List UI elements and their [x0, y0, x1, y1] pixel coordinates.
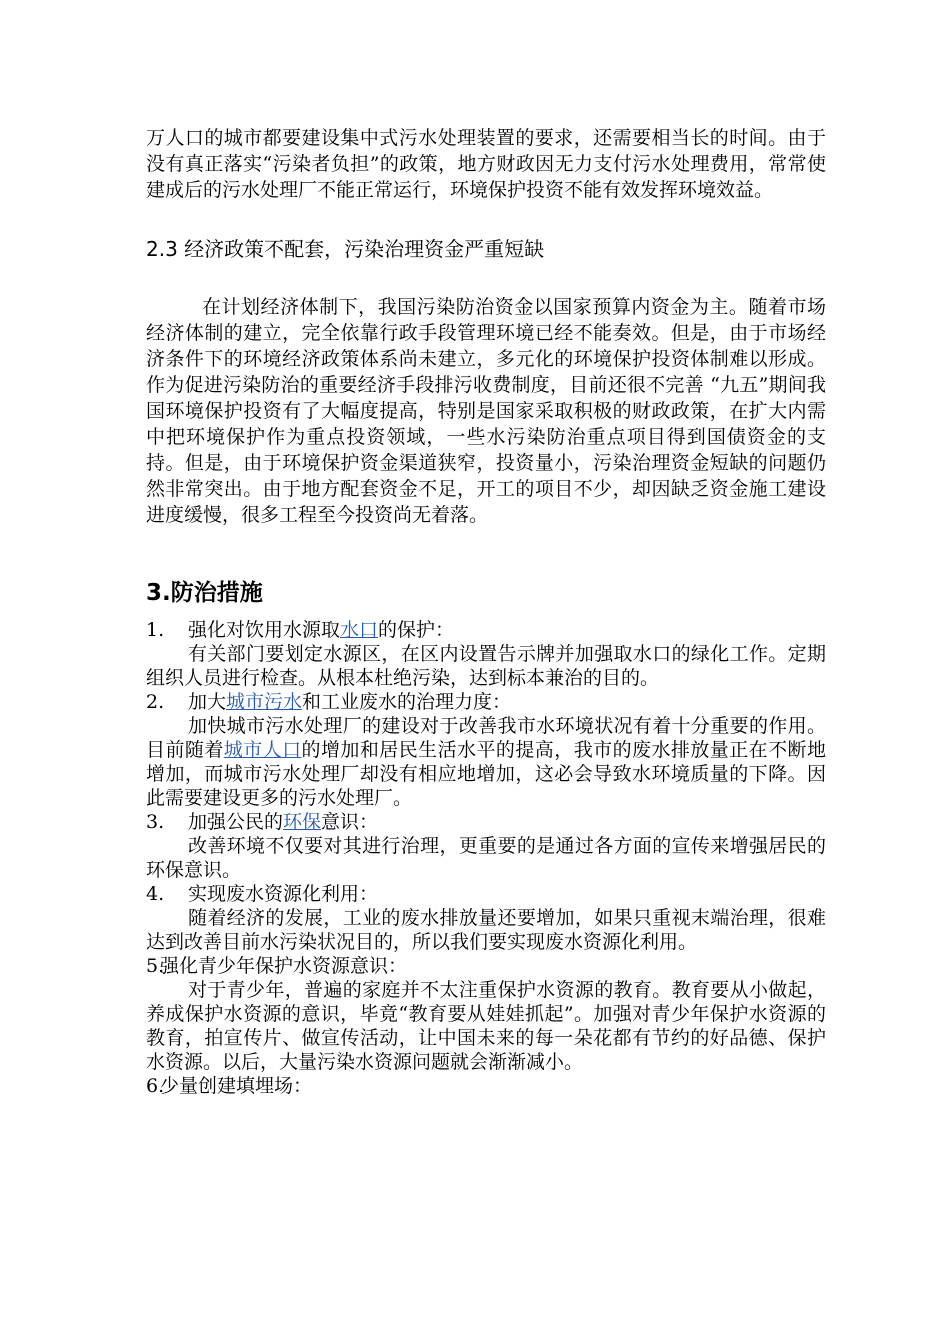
section-3-heading-block — [146, 578, 826, 608]
list-item-2-body — [146, 714, 826, 810]
list-item-number: 3. — [146, 811, 165, 833]
section-3-heading: 3.防治措施 — [146, 580, 263, 606]
link-city-sewage[interactable]: 城市污水 — [226, 691, 303, 713]
list-item-title-text: 强化对饮用水源取 — [188, 619, 341, 641]
list-item-title-text: 实现废水资源化利用： — [188, 883, 379, 905]
link-city-population[interactable]: 城市人口 — [223, 739, 302, 761]
section-2-3-paragraph: 在计划经济体制下，我国污染防治资金以国家预算内资金为主。随着市场经济体制的建立，完全依靠行政手段管理环境已经不能奏效。但是，由于市场经济条件下的环境经济政策体系尚未建立，多元化的环境保护投资体制难以形成。作为促进污染防治的重要经济手段排污收费制度，目前还很不完善 “九五”期间我国环境保护投资有了大幅度提高，特别是国家采取积极的财政政策，在扩大内需中把环境保护作为重点投资领域，一些水污染防治重点项目得到国债资金的支持。但是，由于环境保护资金渠道狭窄，投资量小，污染治理资金短缺的问题仍然非常突出。由于地方配套资金不足，开工的项目不少，却因缺乏资金施工建设进度缓慢，很多工程至今投资尚无着落。 — [146, 296, 826, 526]
list-item-number: 1. — [146, 619, 165, 641]
list-item-number: 6. — [146, 1075, 165, 1097]
list-item-title-text: 强化青少年保护水资源意识： — [160, 955, 408, 977]
intro-block — [146, 125, 826, 203]
list-item-title-text: 意识： — [321, 811, 379, 833]
list-item-1-body: 有关部门要划定水源区，在区内设置告示牌并加强取水口的绿化工作。定期组织人员进行检查。从根本杜绝污染，达到标本兼治的目的。 — [146, 643, 826, 689]
list-item-title-text: 少量创建填埋场： — [160, 1075, 313, 1097]
list-item-number: 5. — [146, 955, 165, 977]
list-item-3-title — [146, 810, 826, 834]
link-environmental-protection[interactable]: 环保 — [283, 811, 322, 833]
list-item-5-title — [146, 954, 826, 978]
list-item-title-text: 和工业废水的治理力度： — [302, 691, 512, 713]
list-item-4-title — [146, 882, 826, 906]
list-item-body-text: 加快城市污水处理厂的建设对于改善我市水环境状况有着十分重要的作用。目前随着 — [146, 715, 826, 761]
list-item-1-title — [146, 618, 826, 642]
list-item-5-body: 对于青少年，普遍的家庭并不太注重保护水资源的教育。教育要从小做起，养成保护水资源的意识，毕竟“教育要从娃娃抓起”。加强对青少年保护水资源的教育，拍宣传片、做宣传活动，让中国未来的每一朵花都有节约的好品德、保护水资源。以后，大量污染水资源问题就会渐渐减小。 — [146, 979, 826, 1073]
intro-paragraph: 万人口的城市都要建设集中式污水处理装置的要求，还需要相当长的时间。由于没有真正落实“污染者负担”的政策，地方财政因无力支付污水处理费用，常常使建成后的污水处理厂不能正常运行，环境保护投资不能有效发挥环境效益。 — [146, 127, 826, 201]
list-item-title-text: 加大 — [188, 691, 227, 713]
list-item-number: 4. — [146, 883, 165, 905]
list-item-body-text: 的增加和居民生活水平的提高，我市的废水排放量正在不断地增加，而城市污水处理厂却没有相应地增加，这必会导致水环境质量的下降。因此需要建设更多的污水处理厂。 — [146, 739, 826, 809]
list-item-4-body: 随着经济的发展，工业的废水排放量还要增加，如果只重视末端治理，很难达到改善目前水污染状况目的，所以我们要实现废水资源化利用。 — [146, 907, 826, 953]
section-2-3-heading-block — [146, 236, 826, 262]
section-2-3-heading: 2.3 经济政策不配套，污染治理资金严重短缺 — [146, 237, 545, 261]
section-2-3-body-block — [146, 294, 826, 528]
list-item-6-title — [146, 1074, 826, 1098]
measures-list — [146, 618, 826, 1098]
list-item-2-title — [146, 690, 826, 714]
list-item-title-text: 的保护： — [378, 619, 455, 641]
list-item-3-body: 改善环境不仅要对其进行治理，更重要的是通过各方面的宣传来增强居民的环保意识。 — [146, 835, 826, 881]
list-item-number: 2. — [146, 691, 165, 713]
list-item-title-text: 加强公民的 — [188, 811, 284, 833]
link-shuikou[interactable]: 水口 — [340, 619, 379, 641]
